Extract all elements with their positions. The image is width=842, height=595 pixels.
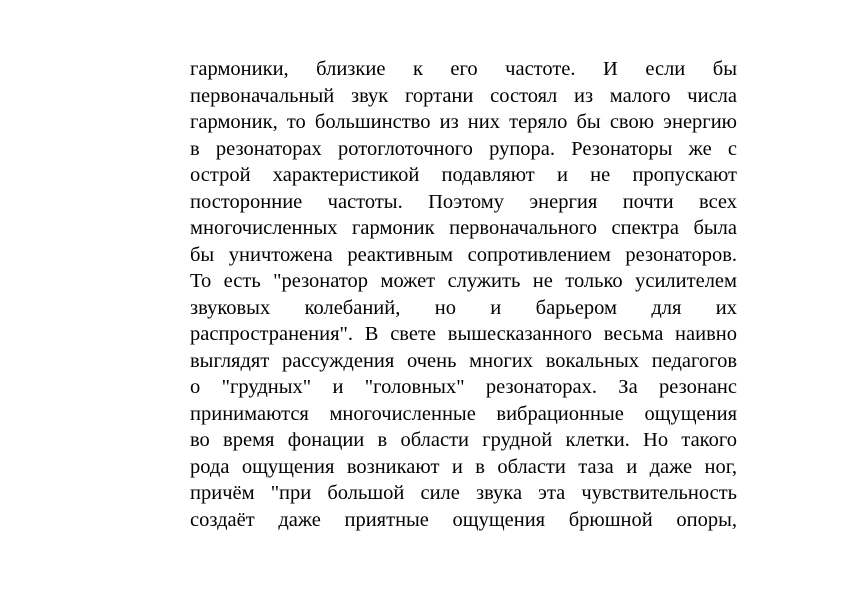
text-line-14: принимаются многочисленные вибрационные ощущения xyxy=(190,402,737,425)
text-line-10: звуковых колебаний, но и барьером для их xyxy=(190,296,737,319)
text-line-3: гармоник, то большинство из них теряло бы свою энергию xyxy=(190,111,737,133)
text-line-15: во время фонации в области грудной клетки. Но такого xyxy=(190,429,737,451)
text-line-5: острой характеристикой подавляют и не пропускают xyxy=(190,164,737,186)
text-line-9: То есть "резонатор может служить не только усилителем xyxy=(190,270,737,292)
text-line-8: бы уничтожена реактивным сопротивлением резонаторов. xyxy=(190,243,737,266)
text-line-12: выглядят рассуждения очень многих вокальных педагогов xyxy=(190,349,737,372)
text-line-4: в резонаторах ротоглоточного рупора. Резонаторы же с xyxy=(190,137,737,160)
text-line-7: многочисленных гармоник первоначального спектра была xyxy=(190,217,737,239)
body-text xyxy=(190,56,737,533)
text-line-1: гармоники, близкие к его частоте. И если бы xyxy=(190,58,737,80)
text-line-16: рода ощущения возникают и в области таза и даже ног, xyxy=(190,455,737,478)
text-line-6: посторонние частоты. Поэтому энергия почти всех xyxy=(190,190,737,213)
text-line-17: причём "при большой силе звука эта чувствительность xyxy=(190,482,737,504)
text-line-11: распространения". В свете вышесказанного весьма наивно xyxy=(190,323,737,345)
text-line-13: о "грудных" и "головных" резонаторах. За резонанс xyxy=(190,376,737,398)
text-line-18: создаёт даже приятные ощущения брюшной опоры, xyxy=(190,508,737,531)
text-line-2: первоначальный звук гортани состоял из малого числа xyxy=(190,84,737,107)
